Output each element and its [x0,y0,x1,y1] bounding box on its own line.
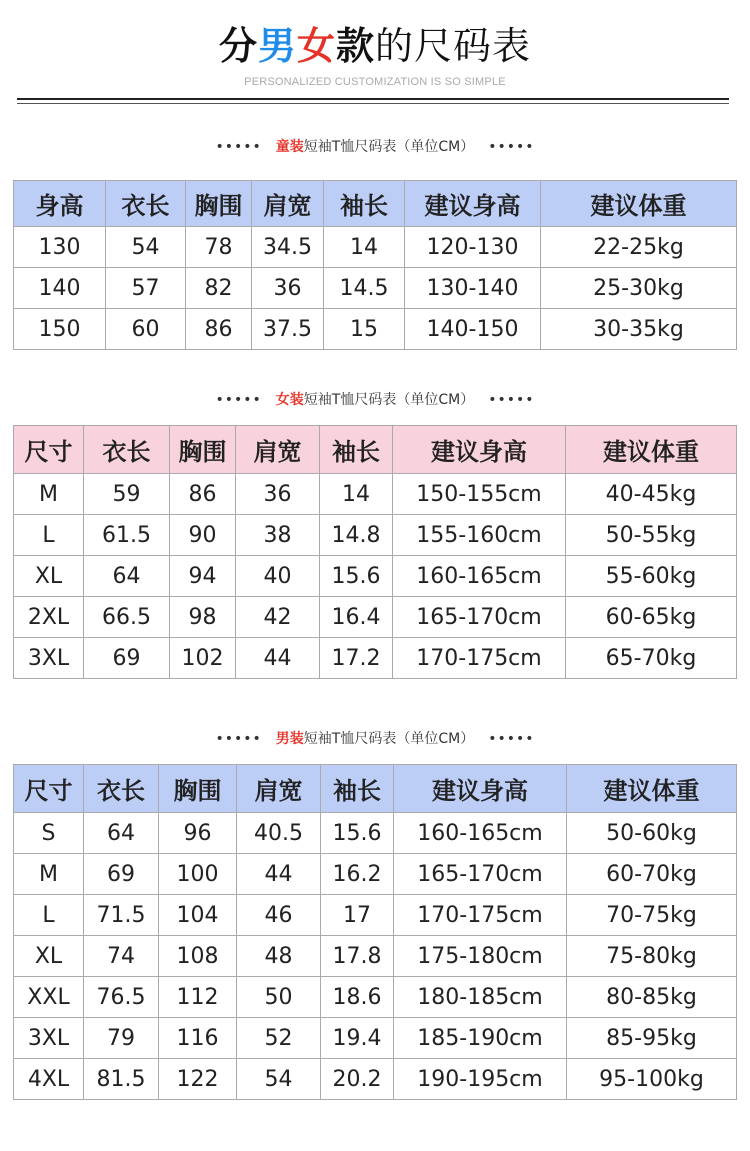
table-row [14,309,737,350]
dots-left: ••••• [215,139,262,155]
table-cell: 140 [14,268,106,309]
table-cell: 175-180cm [394,936,567,977]
table-row [14,474,737,515]
table-row [14,515,737,556]
table-cell: 122 [159,1059,237,1100]
table-cell: 150 [14,309,106,350]
table-cell: 30-35kg [541,309,737,350]
header-cell: 肩宽 [237,765,321,813]
table-cell: 36 [252,268,324,309]
table-cell: M [14,474,84,515]
page-subtitle: PERSONALIZED CUSTOMIZATION IS SO SIMPLE [244,76,506,88]
table-cell: 14.8 [320,515,393,556]
table-cell: 90 [170,515,236,556]
divider-thick [17,98,729,100]
table-cell: S [14,813,84,854]
table-cell: 190-195cm [394,1059,567,1100]
table-cell: 75-80kg [567,936,737,977]
table-cell: 160-165cm [393,556,566,597]
title-part: 女 [296,24,336,68]
table-cell: 64 [84,813,159,854]
header-cell: 胸围 [170,426,236,474]
table-cell: 79 [84,1018,159,1059]
header-cell: 肩宽 [252,181,324,227]
header-cell: 尺寸 [14,765,84,813]
table-cell: 82 [186,268,252,309]
table-cell: 34.5 [252,227,324,268]
table-cell: 22-25kg [541,227,737,268]
header-cell: 建议体重 [567,765,737,813]
table-cell: 116 [159,1018,237,1059]
table-cell: 94 [170,556,236,597]
table-cell: 50-60kg [567,813,737,854]
table-cell: 165-170cm [394,854,567,895]
table-cell: 165-170cm [393,597,566,638]
table-cell: 57 [106,268,186,309]
section-label-red: 童装 [275,139,304,155]
table-cell: 108 [159,936,237,977]
header-cell: 袖长 [321,765,394,813]
table-cell: 42 [236,597,320,638]
table-cell: XXL [14,977,84,1018]
table-cell: 14 [324,227,405,268]
table-cell: 14 [320,474,393,515]
table-cell: 59 [84,474,170,515]
table-row [14,977,737,1018]
table-cell: 15.6 [320,556,393,597]
section-label-red: 男装 [275,731,304,747]
table-cell: 69 [84,854,159,895]
table-cell: 150-155cm [393,474,566,515]
table-cell: 96 [159,813,237,854]
table-cell: 37.5 [252,309,324,350]
table-cell: 180-185cm [394,977,567,1018]
table-cell: 44 [236,638,320,679]
table-cell: 40 [236,556,320,597]
table-cell: 64 [84,556,170,597]
header-cell: 衣长 [106,181,186,227]
table-cell: 102 [170,638,236,679]
section-label-red: 女装 [275,392,304,408]
table-row [14,936,737,977]
table-cell: 55-60kg [566,556,737,597]
table-row [14,854,737,895]
header-cell: 身高 [14,181,106,227]
dots-right: ••••• [488,139,535,155]
table-row [14,638,737,679]
table-cell: 48 [237,936,321,977]
table-cell: 98 [170,597,236,638]
table-cell: 65-70kg [566,638,737,679]
table-cell: 185-190cm [394,1018,567,1059]
table-cell: XL [14,936,84,977]
table-row [14,813,737,854]
table-cell: 2XL [14,597,84,638]
table-row [14,268,737,309]
table-cell: 160-165cm [394,813,567,854]
table-cell: 54 [237,1059,321,1100]
table-cell: 95-100kg [567,1059,737,1100]
table-cell: 50-55kg [566,515,737,556]
table-cell: L [14,895,84,936]
size-table-men [13,764,737,1100]
table-cell: 17.8 [321,936,394,977]
table-cell: 86 [170,474,236,515]
header-cell: 袖长 [320,426,393,474]
table-cell: 46 [237,895,321,936]
table-cell: 86 [186,309,252,350]
page-title [0,22,750,70]
table-cell: 15 [324,309,405,350]
table-cell: 3XL [14,638,84,679]
divider-thin [17,103,729,104]
table-cell: 19.4 [321,1018,394,1059]
table-cell: 78 [186,227,252,268]
dots-right: ••••• [488,392,535,408]
table-row [14,556,737,597]
table-cell: 3XL [14,1018,84,1059]
header-cell: 袖长 [324,181,405,227]
section-heading-men [0,729,750,749]
table-cell: 71.5 [84,895,159,936]
dots-right: ••••• [488,731,535,747]
title-part: 男 [257,24,297,68]
table-cell: 76.5 [84,977,159,1018]
title-part: 款 [336,24,376,68]
table-cell: 170-175cm [394,895,567,936]
table-cell: 17 [321,895,394,936]
section-heading-kids [0,137,750,157]
table-cell: 54 [106,227,186,268]
section-label: 短袖T恤尺码表（单位CM） [303,731,475,747]
table-cell: 40.5 [237,813,321,854]
table-cell: 16.4 [320,597,393,638]
header-cell: 尺寸 [14,426,84,474]
table-cell: 44 [237,854,321,895]
header-cell: 胸围 [186,181,252,227]
table-cell: 155-160cm [393,515,566,556]
table-row [14,597,737,638]
table-cell: 74 [84,936,159,977]
table-cell: 130-140 [405,268,541,309]
table-cell: 52 [237,1018,321,1059]
table-cell: 66.5 [84,597,170,638]
header-cell: 建议身高 [405,181,541,227]
header-cell: 建议体重 [541,181,737,227]
table-row [14,1059,737,1100]
header-cell: 建议身高 [394,765,567,813]
table-cell: 140-150 [405,309,541,350]
table-cell: 70-75kg [567,895,737,936]
table-cell: 60-65kg [566,597,737,638]
header-cell: 建议体重 [566,426,737,474]
table-cell: 36 [236,474,320,515]
table-cell: 20.2 [321,1059,394,1100]
table-cell: 38 [236,515,320,556]
dots-left: ••••• [215,392,262,408]
header-cell: 肩宽 [236,426,320,474]
table-cell: 112 [159,977,237,1018]
section-label: 短袖T恤尺码表（单位CM） [303,139,475,155]
table-cell: XL [14,556,84,597]
size-table-women [13,425,737,679]
dots-left: ••••• [215,731,262,747]
table-cell: 85-95kg [567,1018,737,1059]
table-cell: L [14,515,84,556]
header-cell: 衣长 [84,426,170,474]
table-cell: 17.2 [320,638,393,679]
header-cell: 胸围 [159,765,237,813]
table-cell: 50 [237,977,321,1018]
table-cell: 40-45kg [566,474,737,515]
table-cell: 14.5 [324,268,405,309]
title-part: 的尺码表 [375,24,532,68]
table-cell: 170-175cm [393,638,566,679]
table-cell: 61.5 [84,515,170,556]
section-label: 短袖T恤尺码表（单位CM） [303,392,475,408]
table-cell: 25-30kg [541,268,737,309]
table-cell: 18.6 [321,977,394,1018]
header-cell: 建议身高 [393,426,566,474]
size-table-kids [13,180,737,350]
table-cell: 16.2 [321,854,394,895]
table-cell: 81.5 [84,1059,159,1100]
table-row [14,895,737,936]
table-cell: 104 [159,895,237,936]
table-cell: 100 [159,854,237,895]
table-cell: M [14,854,84,895]
table-row [14,227,737,268]
table-cell: 60-70kg [567,854,737,895]
table-row [14,1018,737,1059]
section-heading-women [0,390,750,410]
table-cell: 130 [14,227,106,268]
table-cell: 69 [84,638,170,679]
table-cell: 15.6 [321,813,394,854]
table-cell: 120-130 [405,227,541,268]
header-cell: 衣长 [84,765,159,813]
table-cell: 4XL [14,1059,84,1100]
table-cell: 80-85kg [567,977,737,1018]
title-part: 分 [218,24,258,68]
table-cell: 60 [106,309,186,350]
